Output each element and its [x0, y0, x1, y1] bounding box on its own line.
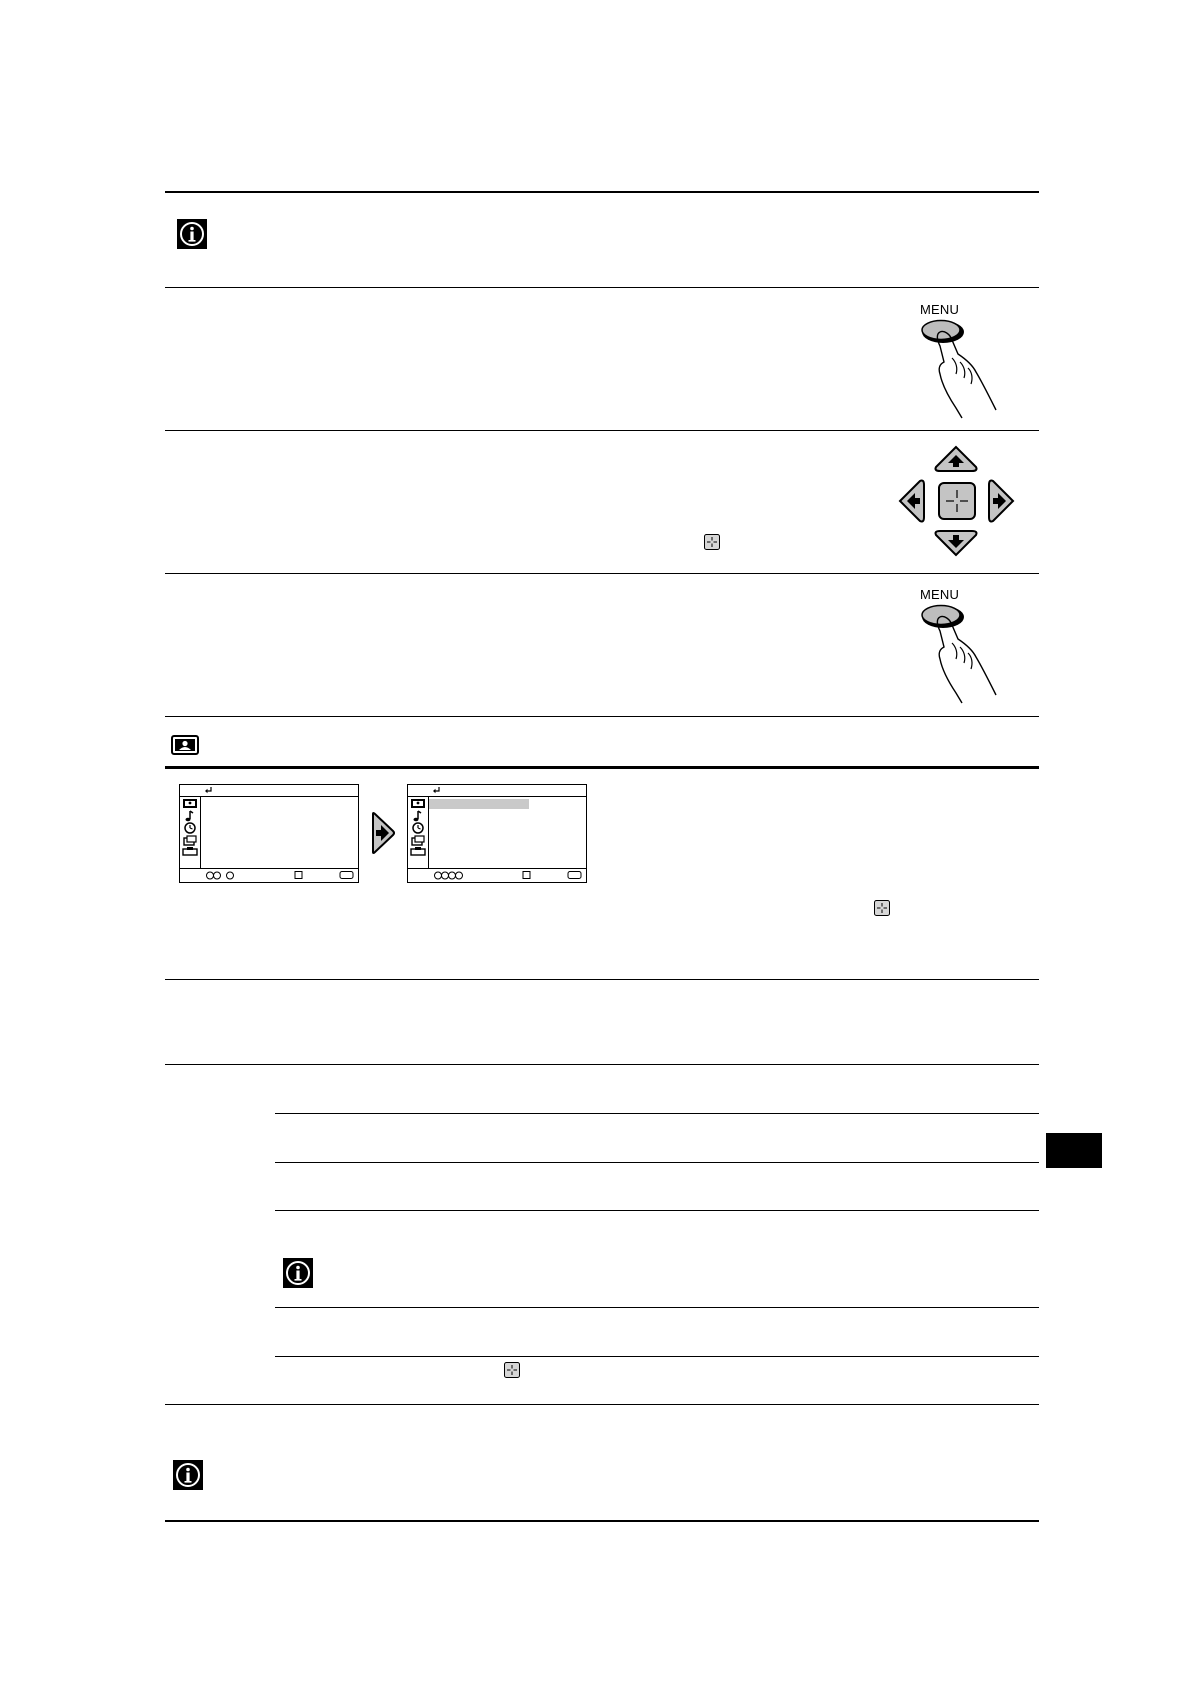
top-rule — [165, 191, 1039, 193]
on-screen-menu-before — [179, 784, 359, 883]
ok-button-icon — [874, 900, 890, 916]
bottom-rule — [165, 1520, 1039, 1522]
picture-adjustment-icon — [171, 735, 199, 755]
section-divider — [165, 287, 1039, 288]
section-divider — [165, 430, 1039, 431]
section-divider — [165, 1064, 1039, 1065]
table-row-divider — [275, 1356, 1039, 1357]
table-row-divider — [275, 1162, 1039, 1163]
on-screen-menu-after — [407, 784, 587, 883]
menu-footer — [180, 868, 358, 882]
page-edge-tab — [1046, 1133, 1102, 1168]
menu-footer-button-icons — [434, 871, 582, 880]
section-divider — [165, 573, 1039, 574]
menu-button-label: MENU — [920, 587, 960, 602]
info-icon — [283, 1258, 313, 1288]
menu-button-label: MENU — [920, 302, 960, 317]
return-icon — [432, 786, 441, 795]
menu-press-hand-icon — [910, 603, 1005, 705]
menu-category-icons — [410, 798, 426, 856]
ok-button-icon — [504, 1362, 520, 1378]
section-heading-rule — [165, 766, 1039, 769]
return-icon — [204, 786, 213, 795]
table-row-divider — [275, 1210, 1039, 1211]
section-divider — [165, 979, 1039, 980]
table-row-divider — [275, 1307, 1039, 1308]
direction-pad-icon — [898, 445, 1015, 557]
menu-icon-column — [180, 796, 201, 869]
section-divider — [165, 716, 1039, 717]
menu-highlighted-item — [429, 799, 529, 809]
menu-press-hand-icon — [910, 318, 1005, 420]
right-arrow-icon — [371, 812, 395, 854]
menu-title-bar — [408, 785, 586, 797]
menu-footer-button-icons — [206, 871, 354, 880]
info-icon — [173, 1460, 203, 1490]
menu-icon-column — [408, 796, 429, 869]
menu-footer — [408, 868, 586, 882]
table-row-divider — [275, 1113, 1039, 1114]
ok-button-icon — [704, 534, 720, 550]
info-icon — [177, 219, 207, 249]
section-divider — [165, 1404, 1039, 1405]
menu-title-bar — [180, 785, 358, 797]
menu-category-icons — [182, 798, 198, 856]
